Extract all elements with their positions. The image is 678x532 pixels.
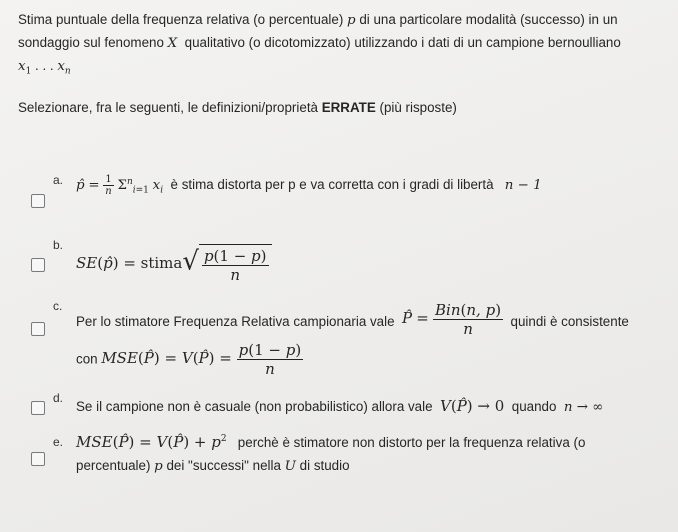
instruction-prefix: Selezionare, fra le seguenti, le definizioni/proprietà	[18, 100, 322, 115]
option-e-checkbox[interactable]	[31, 452, 45, 466]
question-line-1: Stima puntuale della frequenza relativa (o percentuale) p di una particolare modalità (successo) in un	[18, 12, 618, 28]
option-d-checkbox[interactable]	[31, 401, 45, 415]
option-a-letter: a.	[53, 173, 64, 187]
option-e-formula: MSE(P̂) = V(P̂) + $p^2$	[76, 433, 227, 451]
option-d-tail: n → ∞	[563, 400, 604, 415]
option-a-content	[76, 174, 542, 197]
option-c-letter: c.	[53, 299, 63, 313]
option-c-text2: quindi è consistente	[510, 314, 629, 330]
option-c-formula2: MSE(P̂) = V(P̂) = $\frac{p(1 - p)}{n}$	[101, 341, 302, 378]
question-instruction	[18, 98, 457, 118]
option-e-text1: perchè è stimatore non distorto per la frequenza relativa (o	[237, 435, 586, 450]
option-d-content	[76, 397, 603, 415]
option-b-formula: SE(p̂) = stima√ $\frac{p(1 - p)}{n}$	[76, 244, 272, 284]
option-c-checkbox[interactable]	[31, 322, 45, 336]
option-d-letter: d.	[53, 391, 64, 405]
option-a-formula: p̂ = $\frac{1}{n}$ $\Sigma^n_{i=1}$ $x_i$	[76, 174, 164, 197]
option-e-letter: e.	[53, 435, 64, 449]
option-c-text3: con	[76, 351, 98, 367]
option-d-text1: Se il campione non è casuale (non probabilistico) allora vale	[76, 399, 433, 414]
option-a-checkbox[interactable]	[31, 194, 45, 208]
option-b-checkbox[interactable]	[31, 258, 45, 272]
question-line-3: $x_1$ . . . $x_n$	[18, 58, 71, 77]
question-line-2: sondaggio sul fenomeno X qualitativo (o dicotomizzato) utilizzando i dati di un campione bernoulliano	[18, 35, 621, 51]
option-e-line-2: percentuale) p dei "successi" nella U di studio	[76, 458, 350, 474]
option-d-text2: quando	[511, 399, 557, 414]
option-a-tail: n − 1	[504, 178, 542, 194]
option-c-line-1	[76, 301, 629, 338]
question-text	[18, 10, 668, 82]
option-b-letter: b.	[53, 238, 64, 252]
instruction-suffix: (più risposte)	[375, 100, 457, 115]
option-c-line-2	[76, 341, 303, 378]
option-d-formula: V(P̂) → 0	[440, 397, 505, 415]
option-c-formula1: P̂ = $\frac{\text{Bin(n, p)}}{n}$	[402, 301, 502, 338]
option-e-line-1	[76, 433, 585, 451]
instruction-bold: ERRATE	[321, 100, 376, 115]
option-a-text: è stima distorta per p e va corretta con i gradi di libertà	[170, 177, 494, 193]
option-c-text1: Per lo stimatore Frequenza Relativa campionaria vale	[76, 314, 395, 330]
